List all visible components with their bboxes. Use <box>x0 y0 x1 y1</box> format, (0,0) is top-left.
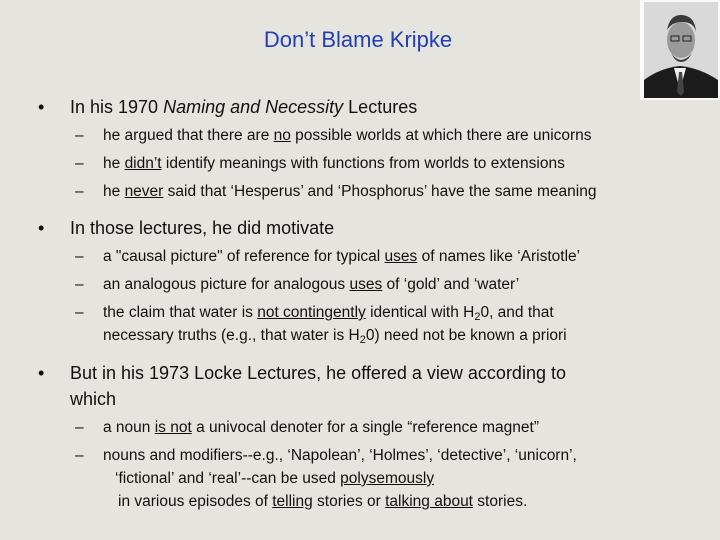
sub-bullet-text: stories. <box>473 493 528 510</box>
sub-bullet-nouns-line-2 <box>115 467 434 490</box>
bullet-text: But in his 1973 Locke Lectures, he offered a view according to <box>70 363 566 383</box>
slide-title: Don’t Blame Kripke <box>263 27 453 52</box>
sub-bullet-text: a noun <box>103 419 155 436</box>
sub-bullet-text: ‘fictional’ and ‘real’--can be used <box>115 470 341 487</box>
sub-bullet-emphasis: never <box>124 183 164 200</box>
sub-bullet-emphasis: talking about <box>385 493 473 510</box>
bullet-locke-lectures-continued <box>70 386 116 412</box>
sub-bullet-no-possible-worlds <box>75 124 592 147</box>
subscript-2: 2 <box>359 334 366 346</box>
sub-bullet-nouns-and-modifiers <box>75 444 577 467</box>
sub-bullet-emphasis: didn’t <box>124 155 162 172</box>
sub-bullet-text: he argued that there are <box>103 127 274 144</box>
sub-bullet-analogous-picture <box>75 273 520 296</box>
portrait-photo <box>640 0 720 100</box>
sub-bullet-emphasis: uses <box>384 248 418 265</box>
sub-bullet-water-claim-continued <box>103 324 567 347</box>
sub-bullet-text: he <box>103 155 125 172</box>
sub-bullet-text: of names like ‘Aristotle’ <box>417 248 581 265</box>
sub-bullet-text: the claim that water is <box>103 304 258 321</box>
sub-bullet-marker: – <box>75 304 84 321</box>
sub-bullet-text: identify meanings with functions from worlds to extensions <box>161 155 565 172</box>
sub-bullet-nouns-line-3 <box>118 490 527 513</box>
sub-bullet-causal-picture <box>75 245 581 268</box>
sub-bullet-emphasis: polysemously <box>340 470 435 487</box>
bullet-marker: • <box>38 218 45 238</box>
bullet-text: In those lectures, he did motivate <box>70 218 335 238</box>
bullet-text-pre: In his 1970 <box>70 97 164 117</box>
sub-bullet-marker: – <box>75 419 84 436</box>
bullet-did-motivate <box>38 215 335 241</box>
sub-bullet-text: said that ‘Hesperus’ and ‘Phosphorus’ have the same meaning <box>163 183 597 200</box>
sub-bullet-text: in various episodes of <box>118 493 273 510</box>
bullet-locke-lectures <box>38 360 566 386</box>
sub-bullet-text: stories or <box>312 493 386 510</box>
sub-bullet-text: he <box>103 183 125 200</box>
sub-bullet-text: 0) need not be known a priori <box>365 327 567 344</box>
sub-bullet-emphasis: not contingently <box>257 304 366 321</box>
sub-bullet-emphasis: uses <box>349 276 383 293</box>
sub-bullet-text: identical with H <box>365 304 475 321</box>
bullet-text-post: Lectures <box>343 97 418 117</box>
sub-bullet-marker: – <box>75 155 84 172</box>
sub-bullet-text: nouns and modifiers--e.g., ‘Napolean’, ‘Holmes’, ‘detective’, ‘unicorn’, <box>103 447 577 464</box>
sub-bullet-never-said <box>75 180 597 203</box>
sub-bullet-marker: – <box>75 276 84 293</box>
sub-bullet-text: possible worlds at which there are unicorns <box>290 127 592 144</box>
sub-bullet-marker: – <box>75 183 84 200</box>
bullet-text-title: Naming and Necessity <box>163 97 344 117</box>
sub-bullet-text: a "causal picture" of reference for typical <box>103 248 385 265</box>
sub-bullet-text: a univocal denoter for a single “reference magnet” <box>191 419 540 436</box>
sub-bullet-emphasis: telling <box>272 493 313 510</box>
sub-bullet-text: necessary truths (e.g., that water is H <box>103 327 360 344</box>
bullet-marker: • <box>38 363 45 383</box>
sub-bullet-emphasis: no <box>273 127 291 144</box>
sub-bullet-marker: – <box>75 447 84 464</box>
sub-bullet-emphasis: is not <box>154 419 192 436</box>
subscript-2: 2 <box>474 311 481 323</box>
sub-bullet-water-claim <box>75 301 554 324</box>
portrait-photo-icon <box>640 0 720 100</box>
bullet-naming-and-necessity <box>38 94 418 120</box>
sub-bullet-text: of ‘gold’ and ‘water’ <box>382 276 520 293</box>
sub-bullet-marker: – <box>75 248 84 265</box>
sub-bullet-marker: – <box>75 127 84 144</box>
sub-bullet-text: an analogous picture for analogous <box>103 276 350 293</box>
bullet-marker: • <box>38 97 45 117</box>
sub-bullet-univocal-denoter <box>75 416 540 439</box>
bullet-text: which <box>70 389 117 409</box>
sub-bullet-text: 0, and that <box>480 304 554 321</box>
sub-bullet-didnt-identify <box>75 152 565 175</box>
